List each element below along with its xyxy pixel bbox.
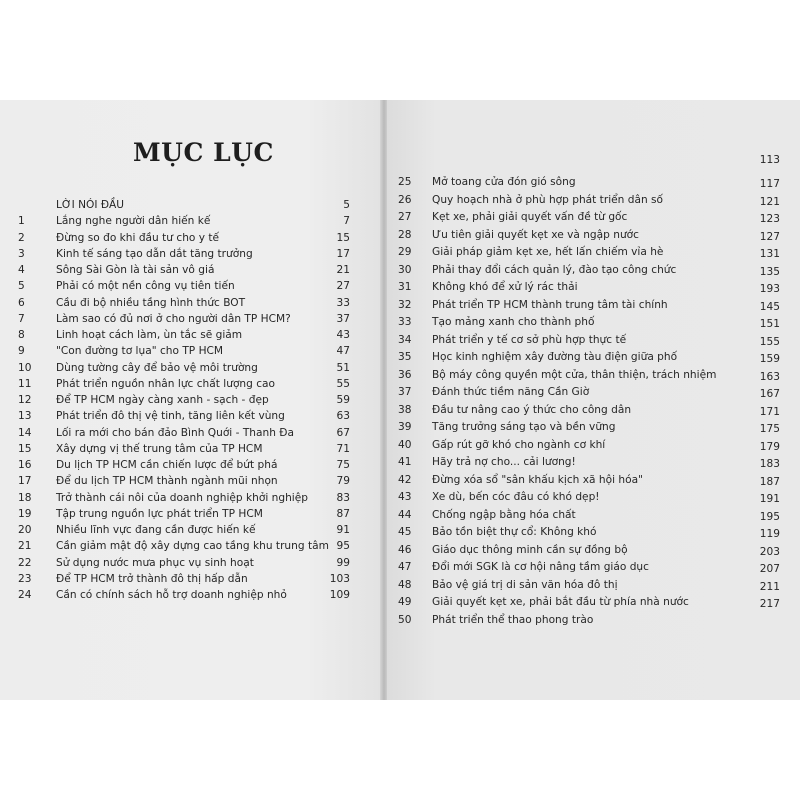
entry-number: 46 (398, 543, 412, 556)
entry-page: 47 (336, 345, 350, 358)
entry-page: 109 (329, 589, 350, 601)
entry-number: 21 (18, 540, 32, 553)
entry-number: 28 (398, 228, 412, 241)
entry-title: Quy hoạch nhà ở phù hợp phát triển dân số (432, 193, 664, 206)
entry-title: Phải thay đổi cách quản lý, đào tạo công chức (432, 263, 677, 276)
entry-page: 217 (759, 598, 780, 610)
entry-number: 25 (398, 176, 412, 188)
toc-entry (18, 506, 350, 522)
entry-number: 29 (398, 246, 412, 258)
entry-number: 11 (18, 377, 32, 390)
entry-title: Phải có một nền công vụ tiên tiến (56, 280, 235, 293)
entry-number: 41 (398, 456, 412, 468)
entry-number: 38 (398, 403, 412, 416)
entry-page: 121 (759, 195, 780, 208)
entry-page: 163 (759, 370, 780, 383)
entry-title: Gấp rút gỡ khó cho ngành cơ khí (432, 438, 606, 451)
entry-title: Bảo vệ giá trị di sản văn hóa đô thị (432, 578, 618, 591)
entry-title: Phát triển nguồn nhân lực chất lượng cao (56, 377, 276, 390)
entry-page: 51 (336, 361, 350, 374)
entry-title: Giải pháp giảm kẹt xe, hết lấn chiếm vỉa hè (432, 246, 664, 258)
entry-title: Kẹt xe, phải giải quyết vấn đề từ gốc (432, 211, 628, 223)
entry-number: 8 (18, 329, 25, 341)
toc-entry (18, 457, 350, 473)
entry-page: 131 (759, 248, 780, 260)
entry-number: 13 (18, 410, 32, 423)
entry-page: 15 (336, 231, 350, 244)
entry-number: 35 (398, 351, 412, 363)
entry-title: Sông Sài Gòn là tài sản vô giá (56, 264, 215, 276)
entry-page: 87 (336, 507, 350, 520)
entry-page: 207 (759, 563, 780, 575)
entry-page: 117 (759, 178, 780, 190)
toc-entry (18, 522, 350, 538)
entry-title: Bảo tồn biệt thự cổ: Không khó (432, 526, 597, 538)
entry-title: Hãy trả nợ cho... cải lương! (432, 456, 576, 468)
entry-page: 67 (336, 426, 350, 439)
entry-number: 1 (18, 215, 25, 228)
entry-number: 2 (18, 231, 25, 244)
entry-title: Giải quyết kẹt xe, phải bắt đầu từ phía nhà nước (432, 596, 689, 608)
entry-title: LỜI NÓI ĐẦU (56, 199, 125, 211)
entry-page: 123 (759, 213, 780, 225)
entry-title: Kinh tế sáng tạo dẫn dắt tăng trưởng (56, 247, 253, 260)
entry-number: 4 (18, 264, 25, 276)
entry-number: 12 (18, 394, 32, 406)
entry-title: Cần có chính sách hỗ trợ doanh nghiệp nhỏ (56, 589, 287, 601)
entry-number: 27 (398, 211, 412, 223)
entry-number: 33 (398, 316, 412, 328)
entry-number: 6 (18, 296, 25, 309)
entry-title: Cần giảm mật độ xây dựng cao tầng khu trung tâm (56, 540, 329, 553)
toc-entry (18, 230, 350, 246)
entry-page: 71 (336, 442, 350, 455)
entry-title: Để du lịch TP HCM thành ngành mũi nhọn (56, 475, 278, 488)
toc-entry (18, 343, 350, 359)
entry-page: 183 (759, 458, 780, 470)
entry-page: 33 (336, 296, 350, 309)
entry-page: 151 (759, 318, 780, 330)
toc-entry (18, 311, 350, 327)
entry-number: 36 (398, 368, 412, 381)
entry-number: 16 (18, 459, 32, 471)
entry-page: 91 (336, 524, 350, 536)
entry-page: 43 (336, 329, 350, 341)
entry-title: Du lịch TP HCM cần chiến lược để bứt phá (56, 459, 278, 471)
entry-title: Đầu tư nâng cao ý thức cho công dân (432, 403, 632, 416)
entry-title: Để TP HCM trở thành đô thị hấp dẫn (56, 572, 248, 585)
entry-title: Phát triển TP HCM thành trung tâm tài chính (432, 298, 668, 311)
entry-number: 9 (18, 345, 25, 358)
entry-page: 193 (759, 283, 780, 295)
entry-title: Phát triển thể thao phong trào (432, 613, 594, 626)
toc-entry (18, 538, 350, 554)
toc-entry (18, 262, 350, 278)
entry-title: Đừng xóa sổ "sân khấu kịch xã hội hóa" (432, 473, 643, 486)
entry-title: Lối ra mới cho bán đảo Bình Quới - Thanh Đa (56, 426, 294, 439)
entry-title: Phát triển đô thị vệ tinh, tăng liên kết vùng (56, 410, 285, 423)
entry-title: Giáo dục thông minh cần sự đồng bộ (432, 543, 628, 556)
toc-entry (18, 278, 350, 294)
entry-page: 99 (336, 556, 350, 569)
entry-number: 43 (398, 491, 412, 503)
entry-number: 5 (18, 280, 25, 293)
entry-number: 34 (398, 333, 412, 346)
toc-entry (18, 392, 350, 408)
entry-title: Đừng so đo khi đầu tư cho y tế (56, 231, 220, 244)
entry-number: 23 (18, 572, 32, 585)
entry-number: 37 (398, 386, 412, 398)
entry-title: Để TP HCM ngày càng xanh - sạch - đẹp (56, 394, 269, 406)
entry-title: Đánh thức tiềm năng Cần Giờ (432, 386, 590, 398)
entry-number: 14 (18, 426, 32, 439)
entry-page: 145 (759, 300, 780, 313)
entry-page: 79 (336, 475, 350, 488)
entry-page: 159 (759, 353, 780, 365)
toc-entry (18, 587, 350, 603)
entry-number: 24 (18, 589, 32, 601)
page-title: MỤC LỤC (133, 138, 274, 167)
entry-title: Xe dù, bến cóc đâu có khó dẹp! (432, 491, 600, 503)
entry-number: 39 (398, 421, 412, 433)
entry-number: 26 (398, 193, 412, 206)
entry-page: 113 (759, 154, 780, 166)
entry-number: 18 (18, 491, 32, 504)
entry-number: 22 (18, 556, 32, 569)
toc-entry (18, 425, 350, 441)
entry-title: Linh hoạt cách làm, ùn tắc sẽ giảm (56, 329, 243, 341)
entry-number: 31 (398, 281, 412, 293)
entry-page: 187 (759, 475, 780, 488)
entry-page: 179 (759, 440, 780, 453)
right-page (387, 100, 800, 700)
entry-title: Bộ máy công quyền một cửa, thân thiện, trách nhiệm (432, 368, 717, 381)
entry-page: 63 (336, 410, 350, 423)
toc-entry (18, 295, 350, 311)
entry-page: 5 (343, 199, 350, 211)
entry-number: 20 (18, 524, 32, 536)
entry-page: 21 (336, 264, 350, 276)
entry-title: Chống ngập bằng hóa chất (432, 508, 576, 521)
entry-title: Làm sao có đủ nơi ở cho người dân TP HCM? (56, 312, 291, 325)
entry-page: 59 (336, 394, 350, 406)
entry-page: 95 (336, 540, 350, 553)
entry-title: Xây dựng vị thế trung tâm của TP HCM (56, 442, 263, 455)
entry-number: 42 (398, 473, 412, 486)
toc-entry (18, 213, 350, 229)
entry-title: Dùng tường cây để bảo vệ môi trường (56, 361, 258, 374)
entry-number: 19 (18, 507, 32, 520)
entry-number: 3 (18, 247, 25, 260)
toc-entry (18, 376, 350, 392)
entry-title: Phát triển y tế cơ sở phù hợp thực tế (432, 333, 627, 346)
entry-title: Mở toang cửa đón gió sông (432, 176, 576, 188)
entry-page: 7 (343, 215, 350, 228)
toc-entry (18, 246, 350, 262)
toc-entry (18, 408, 350, 424)
entry-page: 83 (336, 491, 350, 504)
entry-title: Không khó để xử lý rác thải (432, 281, 578, 293)
entry-title: Tăng trưởng sáng tạo và bền vững (432, 421, 616, 433)
entry-number: 30 (398, 263, 412, 276)
entry-page: 195 (759, 510, 780, 523)
entry-title: Tạo mảng xanh cho thành phố (432, 316, 595, 328)
entry-page: 119 (759, 528, 780, 540)
entry-title: "Con đường tơ lụa" cho TP HCM (56, 345, 224, 358)
entry-number: 7 (18, 312, 25, 325)
entry-number: 47 (398, 561, 412, 573)
entry-page: 127 (759, 230, 780, 243)
entry-title: Ưu tiên giải quyết kẹt xe và ngập nước (432, 228, 639, 241)
entry-page: 55 (336, 377, 350, 390)
entry-number: 45 (398, 526, 412, 538)
entry-number: 10 (18, 361, 32, 374)
entry-title: Lắng nghe người dân hiến kế (56, 215, 211, 228)
entry-page: 75 (336, 459, 350, 471)
toc-entry (18, 555, 350, 571)
entry-number: 32 (398, 298, 412, 311)
entry-title: Cầu đi bộ nhiều tầng hình thức BOT (56, 296, 246, 309)
entry-page: 37 (336, 312, 350, 325)
entry-page: 27 (336, 280, 350, 293)
entry-page: 167 (759, 388, 780, 400)
entry-page: 191 (759, 493, 780, 505)
toc-entry (18, 473, 350, 489)
entry-number: 48 (398, 578, 412, 591)
entry-page: 203 (759, 545, 780, 558)
entry-title: Đổi mới SGK là cơ hội nâng tầm giáo dục (432, 561, 649, 573)
entry-page: 17 (336, 247, 350, 260)
toc-entry (18, 360, 350, 376)
entry-title: Tập trung nguồn lực phát triển TP HCM (56, 507, 263, 520)
toc-entry (18, 197, 350, 213)
entry-title: Sử dụng nước mưa phục vụ sinh hoạt (56, 556, 254, 569)
toc-entry (18, 571, 350, 587)
entry-number: 44 (398, 508, 412, 521)
entry-page: 175 (759, 423, 780, 435)
toc-entry (18, 441, 350, 457)
entry-title: Học kinh nghiệm xây đường tàu điện giữa phố (432, 351, 678, 363)
entry-number: 49 (398, 596, 412, 608)
entry-page: 103 (329, 572, 350, 585)
entry-page (740, 614, 780, 630)
entry-page: 211 (759, 580, 780, 593)
entry-page: 171 (759, 405, 780, 418)
entry-number: 50 (398, 613, 412, 626)
toc-entry (18, 327, 350, 343)
entry-page: 135 (759, 265, 780, 278)
toc-entry (18, 490, 350, 506)
entry-number: 17 (18, 475, 32, 488)
entry-number: 15 (18, 442, 32, 455)
entry-number: 40 (398, 438, 412, 451)
entry-title: Nhiều lĩnh vực đang cần được hiến kế (56, 524, 256, 536)
entry-title: Trở thành cái nôi của doanh nghiệp khởi nghiệp (56, 491, 308, 504)
entry-page: 155 (759, 335, 780, 348)
